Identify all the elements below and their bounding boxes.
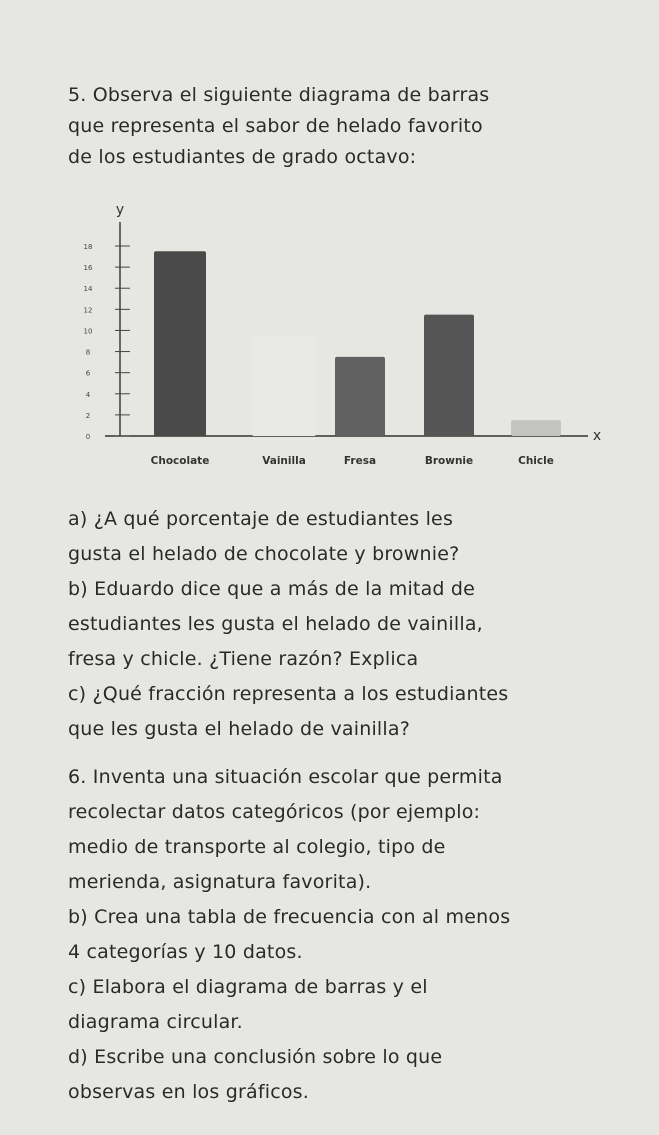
exercise-6-line: d) Escribe una conclusión sobre lo que (68, 1046, 443, 1068)
bar-fresa (335, 357, 385, 436)
y-tick-label: 6 (85, 369, 91, 378)
y-tick-label: 14 (83, 285, 93, 294)
exercise-6-line: c) Elabora el diagrama de barras y el (68, 976, 428, 998)
question-line: b) Eduardo dice que a más de la mitad de (68, 578, 476, 600)
exercise-6-line: 6. Inventa una situación escolar que permita (68, 766, 503, 788)
bar-vainilla (252, 336, 316, 436)
exercise-5-intro (68, 80, 648, 173)
bar-chicle (511, 420, 561, 436)
intro-line: que representa el sabor de helado favorito (68, 115, 483, 137)
category-label: Chocolate (150, 455, 210, 467)
question-line: gusta el helado de chocolate y brownie? (68, 543, 460, 565)
bar-chart (60, 188, 620, 478)
exercise-6-line: diagrama circular. (68, 1011, 243, 1033)
exercise-5-questions (68, 502, 648, 747)
exercise-6-line: b) Crea una tabla de frecuencia con al menos (68, 906, 511, 928)
category-label: Chicle (518, 455, 554, 467)
question-line: estudiantes les gusta el helado de vainilla, (68, 613, 483, 635)
y-tick-label: 10 (83, 327, 93, 336)
y-tick-label: 16 (83, 264, 93, 273)
intro-line: de los estudiantes de grado octavo: (68, 146, 417, 168)
x-axis-label: x (592, 428, 602, 444)
question-line: fresa y chicle. ¿Tiene razón? Explica (68, 648, 419, 670)
y-tick-label: 4 (85, 390, 91, 399)
exercise-6-line: observas en los gráficos. (68, 1081, 310, 1103)
exercise-6-line: 4 categorías y 10 datos. (68, 941, 303, 963)
y-axis-label: y (115, 202, 125, 218)
y-tick-label: 18 (83, 243, 93, 251)
exercise-6-line: medio de transporte al colegio, tipo de (68, 836, 446, 858)
exercise-6-line: recolectar datos categóricos (por ejemplo: (68, 801, 481, 823)
bar-chocolate (154, 251, 206, 436)
y-tick-label: 0 (85, 433, 91, 441)
category-label: Fresa (343, 455, 377, 467)
intro-line: 5. Observa el siguiente diagrama de barras (68, 84, 490, 106)
category-label: Brownie (424, 455, 474, 467)
y-tick-label: 8 (85, 348, 91, 357)
bar-brownie (424, 315, 474, 436)
exercise-6-line: merienda, asignatura favorita). (68, 871, 372, 893)
exercise-6 (68, 760, 648, 1110)
category-label: Vainilla (262, 455, 306, 467)
y-tick-label: 2 (85, 411, 91, 420)
y-tick-label: 12 (83, 306, 93, 315)
question-line: a) ¿A qué porcentaje de estudiantes les (68, 508, 454, 530)
question-line: que les gusta el helado de vainilla? (68, 718, 411, 740)
question-line: c) ¿Qué fracción representa a los estudiantes (68, 683, 509, 705)
